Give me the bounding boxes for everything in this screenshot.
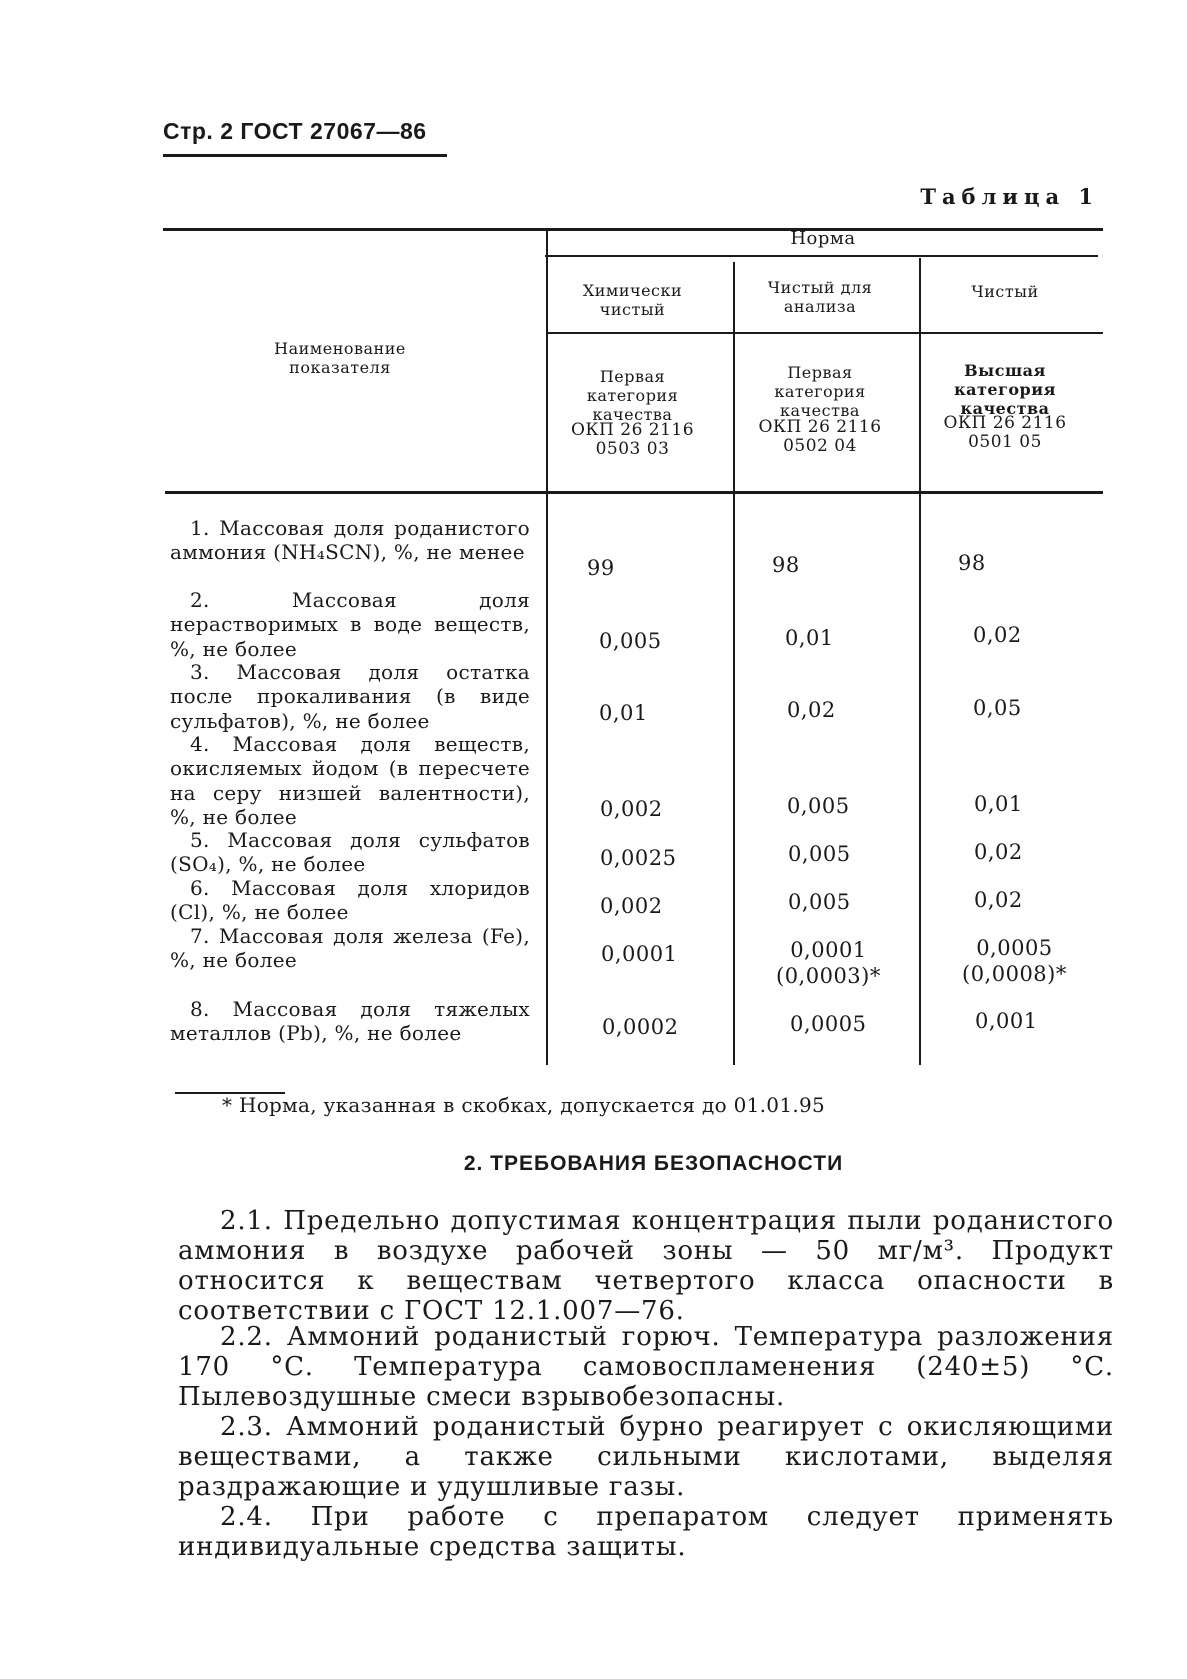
table-caption: Таблица 1 [920,184,1099,209]
footnote: * Норма, указанная в скобках, допускается до 01.01.95 [222,1093,826,1117]
paragraph-2-3: 2.3. Аммоний роданистый бурно реагирует с окисляющими веществами, а также сильными кислотами, выделяя раздражающие и удушливые газы. [178,1412,1114,1502]
value-r6-c2: 0,005 [788,890,851,914]
grade-category-3: Высшая категория качества [954,361,1056,418]
grade-name-rule [548,332,1103,334]
paragraph-2-2: 2.2. Аммоний роданистый горюч. Температура разложения 170 °С. Температура самовоспламенения (240±5) °С. Пылевоздушные смеси взрывобезопасны. [178,1322,1114,1412]
grade-category-1: Первая категория качества [586,367,679,424]
value-r4-c2: 0,005 [787,794,850,818]
page-header [163,118,427,145]
value-r1-c3: 98 [958,551,986,575]
paragraph-2-4: 2.4. При работе с препаратом следует применять индивидуальные средства защиты. [178,1502,1114,1562]
value-r4-c1: 0,002 [600,797,663,821]
norm-header-rule [545,255,1098,257]
norm-header: Норма [790,228,856,249]
row-label-8: 8. Массовая доля тяжелых металлов (Pb), %, не более [170,997,530,1046]
value-r7-c2: 0,0001 (0,0003)* [776,938,881,988]
value-r8-c3: 0,001 [975,1009,1038,1033]
header-bottom-rule [165,491,1103,494]
grade-okp-3: ОКП 26 2116 0501 05 [943,413,1067,452]
grade-name-1: Химически чистый [582,281,683,319]
standard-number: ГОСТ 27067—86 [240,118,427,144]
value-r7-c1: 0,0001 [601,942,678,966]
value-r2-c2: 0,01 [785,626,834,650]
col-divider-2 [733,262,735,1065]
value-r1-c2: 98 [772,553,800,577]
row-label-3: 3. Массовая доля остатка после прокаливания (в виде сульфатов), %, не более [170,660,530,733]
row-label-5: 5. Массовая доля сульфатов (SO₄), %, не более [170,828,530,877]
grade-name-2: Чистый для анализа [767,278,873,316]
row-label-1: 1. Массовая доля роданистого аммония (NH₄SCN), %, не менее [170,516,530,565]
value-r2-c1: 0,005 [599,629,662,653]
value-r1-c1: 99 [587,556,615,580]
paragraph-2-1: 2.1. Предельно допустимая концентрация пыли роданистого аммония в воздухе рабочей зоны — 50 мг/м³. Продукт относится к веществам четвертого класса опасности в соответствии с ГОСТ 12.1.007—76. [178,1206,1114,1326]
grade-okp-1: ОКП 26 2116 0503 03 [570,420,695,459]
section-title: 2. ТРЕБОВАНИЯ БЕЗОПАСНОСТИ [463,1152,844,1175]
row-label-6: 6. Массовая доля хлоридов (Cl), %, не более [170,876,530,925]
value-r2-c3: 0,02 [973,623,1022,647]
value-r6-c1: 0,002 [600,894,663,918]
value-r3-c1: 0,01 [599,701,648,725]
value-r8-c2: 0,0005 [790,1012,867,1036]
value-r8-c1: 0,0002 [602,1015,679,1039]
value-r5-c3: 0,02 [974,840,1023,864]
value-r3-c2: 0,02 [787,698,836,722]
page-number: Стр. 2 [163,118,234,144]
value-r7-c3: 0,0005 (0,0008)* [962,936,1067,986]
row-label-2: 2. Массовая доля нерастворимых в воде веществ, %, не более [170,588,530,661]
col-name-header: Наименование показателя [274,339,406,377]
col-divider-1 [546,230,548,1065]
grade-okp-2: ОКП 26 2116 0502 04 [758,417,882,456]
grade-category-2: Первая категория качества [774,363,866,420]
value-r4-c3: 0,01 [974,792,1023,816]
value-r3-c3: 0,05 [973,696,1022,720]
grade-name-3: Чистый [971,282,1039,301]
value-r6-c3: 0,02 [974,888,1023,912]
col-divider-3 [919,258,921,1065]
value-r5-c2: 0,005 [788,842,851,866]
value-r5-c1: 0,0025 [600,846,677,870]
row-label-7: 7. Массовая доля железа (Fe), %, не более [170,924,530,973]
header-rule [163,154,447,157]
row-label-4: 4. Массовая доля веществ, окисляемых йодом (в пересчете на серу низшей валентности), %, не более [170,732,530,830]
